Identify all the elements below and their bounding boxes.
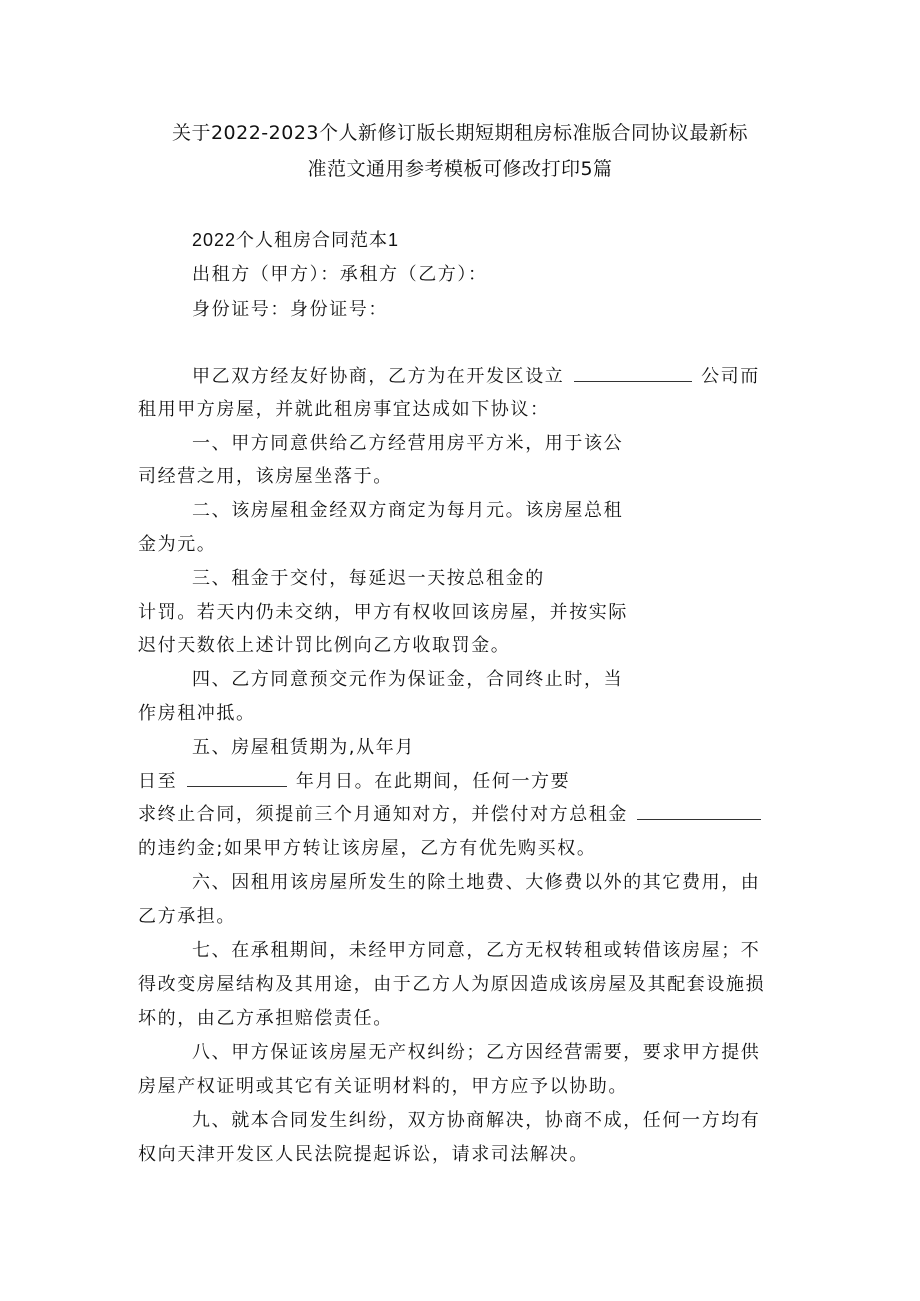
rent-blank bbox=[637, 803, 761, 820]
clause-3-line-2: 计罚。若天内仍未交纳，甲方有权收回该房屋，并按实际 bbox=[138, 602, 628, 623]
clause-3-line-1: 三、租金于交付，每延迟一天按总租金的 bbox=[192, 568, 545, 589]
document-title-line-1: 关于2022-2023个人新修订版长期短期租房标准版合同协议最新标 bbox=[171, 122, 749, 144]
clause-9-line-2: 权向天津开发区人民法院提起诉讼，请求司法解决。 bbox=[138, 1144, 589, 1165]
clause-4-line-1: 四、乙方同意预交元作为保证金，合同终止时，当 bbox=[192, 669, 624, 690]
clause-1-line-1: 一、甲方同意供给乙方经营用房平方米，用于该公 bbox=[192, 433, 624, 454]
intro-paragraph-line-1 bbox=[192, 365, 760, 389]
clause-2-line-1: 二、该房屋租金经双方商定为每月元。该房屋总租 bbox=[192, 500, 624, 521]
clause-9-line-1: 九、就本合同发生纠纷，双方协商解决，协商不成，任何一方均有 bbox=[192, 1110, 761, 1131]
intro-paragraph-line-2: 租用甲方房屋，并就此租房事宜达成如下协议： bbox=[138, 399, 550, 420]
clause-2-line-2: 金为元。 bbox=[138, 534, 217, 555]
clause-7-line-3: 坏的，由乙方承担赔偿责任。 bbox=[138, 1008, 393, 1029]
clause-5-text: 求终止合同，须提前三个月通知对方，并偿付对方总租金 bbox=[138, 804, 628, 825]
clause-8-line-1: 八、甲方保证该房屋无产权纠纷；乙方因经营需要，要求甲方提供 bbox=[192, 1042, 761, 1063]
clause-5-line-2 bbox=[138, 770, 570, 794]
contract-subtitle: 2022个人租房合同范本1 bbox=[192, 230, 400, 250]
clause-6-line-2: 乙方承担。 bbox=[138, 906, 236, 927]
parties-line: 出租方（甲方）：承租方（乙方）： bbox=[192, 264, 488, 285]
document-title-line-2: 准范文通用参考模板可修改打印5篇 bbox=[307, 158, 613, 180]
clause-7-line-1: 七、在承租期间，未经甲方同意，乙方无权转租或转借该房屋；不 bbox=[192, 940, 761, 961]
clause-8-line-2: 房屋产权证明或其它有关证明材料的，甲方应予以协助。 bbox=[138, 1076, 628, 1097]
clause-6-line-1: 六、因租用该房屋所发生的除土地费、大修费以外的其它费用，由 bbox=[192, 872, 761, 893]
clause-5-line-4: 的违约金;如果甲方转让该房屋，乙方有优先购买权。 bbox=[138, 838, 597, 859]
company-blank bbox=[574, 365, 692, 382]
date-blank bbox=[187, 770, 287, 787]
clause-1-line-2: 司经营之用，该房屋坐落于。 bbox=[138, 466, 393, 487]
clause-5-text: 日至 bbox=[138, 771, 178, 792]
clause-5-line-3 bbox=[138, 803, 763, 827]
clause-5-line-1: 五、房屋租赁期为,从年月 bbox=[192, 737, 415, 758]
clause-4-line-2: 作房租冲抵。 bbox=[138, 703, 256, 724]
id-number-line: 身份证号：身份证号： bbox=[192, 299, 388, 320]
clause-7-line-2: 得改变房屋结构及其用途，由于乙方人为原因造成该房屋及其配套设施损 bbox=[138, 974, 766, 995]
intro-text: 甲乙双方经友好协商，乙方为在开发区设立 bbox=[192, 366, 565, 387]
intro-text-end: 公司而 bbox=[701, 366, 760, 387]
clause-5-text-end: 年月日。在此期间，任何一方要 bbox=[295, 771, 571, 792]
clause-3-line-3: 迟付天数依上述计罚比例向乙方收取罚金。 bbox=[138, 635, 511, 656]
